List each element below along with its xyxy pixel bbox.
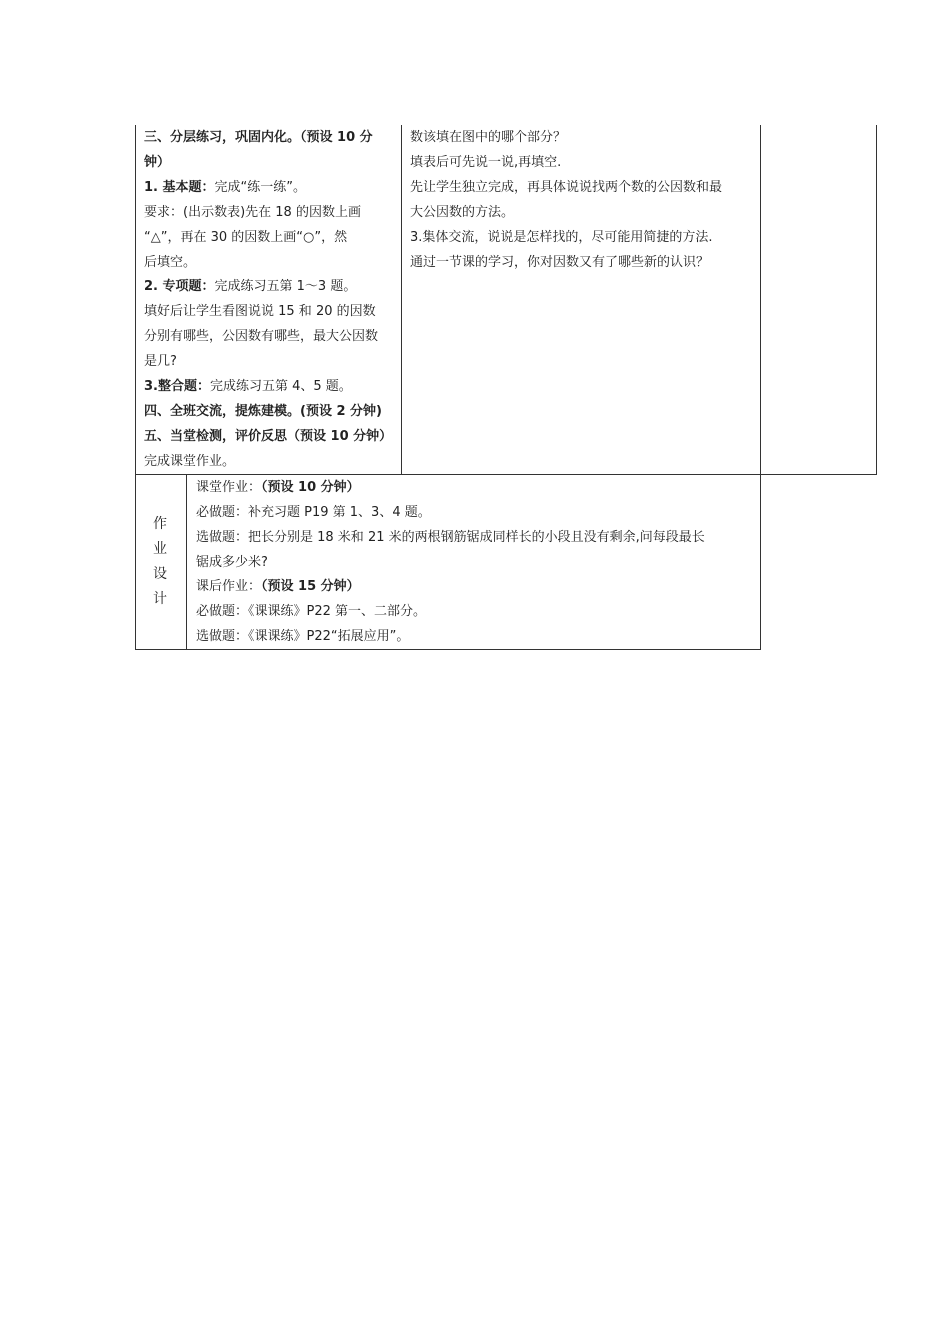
after-optional: 选做题：《课课练》P22“拓展应用”。 (196, 629, 410, 644)
table-divider-right (760, 125, 761, 650)
requirement-line-1: 要求：(出示数表)先在 18 的因数上画 (144, 205, 361, 220)
after-must-do: 必做题：《课课练》P22 第一、二部分。 (196, 604, 427, 619)
homework-label-divider (186, 474, 187, 650)
special-desc-1: 填好后让学生看图说说 15 和 20 的因数 (144, 304, 376, 319)
special-question-text: 完成练习五第 1～3 题。 (214, 279, 357, 294)
table-border-left (135, 125, 136, 650)
class-must-do: 必做题：补充习题 P19 第 1、3、4 题。 (196, 505, 431, 520)
basic-question-text: 完成“练一练”。 (214, 180, 306, 195)
class-homework-label: 课堂作业： (196, 480, 262, 495)
special-desc-3: 是几? (144, 354, 177, 369)
homework-label-char-4: 计 (153, 591, 167, 607)
after-class-homework (196, 574, 360, 599)
basic-question (144, 175, 306, 200)
mid-line-1: 数该填在图中的哪个部分？ (410, 130, 567, 145)
homework-label-char-2: 业 (153, 541, 167, 557)
integrated-question-text: 完成练习五第 4、5 题。 (209, 379, 352, 394)
section4-title: 四、全班交流，提炼建模。(预设 2 分钟) (144, 404, 382, 419)
section3-title-cont: 钟） (144, 155, 171, 170)
table-divider-mid (401, 125, 402, 474)
table-border-far-right (876, 125, 877, 474)
after-class-label: 课后作业： (196, 579, 262, 594)
class-homework (196, 475, 360, 500)
mid-line-2: 填表后可先说一说,再填空. (410, 155, 562, 170)
section5-title: 五、当堂检测，评价反思（预设 10 分钟） (144, 429, 393, 444)
basic-question-label: 1. 基本题： (144, 180, 215, 195)
mid-line-3: 先让学生独立完成，再具体说说找两个数的公因数和最 (410, 180, 723, 195)
table-border-bottom (135, 649, 761, 650)
mid-line-4: 大公因数的方法。 (410, 205, 515, 220)
mid-line-5: 3.集体交流，说说是怎样找的，尽可能用简捷的方法. (410, 230, 713, 245)
class-optional-line-2: 锯成多少米? (196, 555, 268, 570)
section5-text: 完成课堂作业。 (144, 454, 236, 469)
integrated-question-label: 3.整合题： (144, 379, 210, 394)
homework-label-char-1: 作 (153, 516, 167, 532)
mid-line-6: 通过一节课的学习，你对因数又有了哪些新的认识？ (410, 255, 710, 270)
after-class-time: （预设 15 分钟） (261, 579, 360, 594)
special-question (144, 274, 356, 299)
class-homework-time: （预设 10 分钟） (261, 480, 360, 495)
requirement-line-2: “△”，再在 30 的因数上画“○”，然 (144, 230, 348, 245)
integrated-question (144, 374, 352, 399)
class-optional-line-1: 选做题：把长分别是 18 米和 21 米的两根钢筋锯成同样长的小段且没有剩余,问每段最长 (196, 530, 705, 545)
section3-title: 三、分层练习，巩固内化。（预设 10 分 (144, 130, 373, 145)
special-desc-2: 分别有哪些，公因数有哪些，最大公因数 (144, 329, 379, 344)
homework-label-char-3: 设 (153, 566, 167, 582)
special-question-label: 2. 专项题： (144, 279, 215, 294)
requirement-line-3: 后填空。 (144, 255, 197, 270)
